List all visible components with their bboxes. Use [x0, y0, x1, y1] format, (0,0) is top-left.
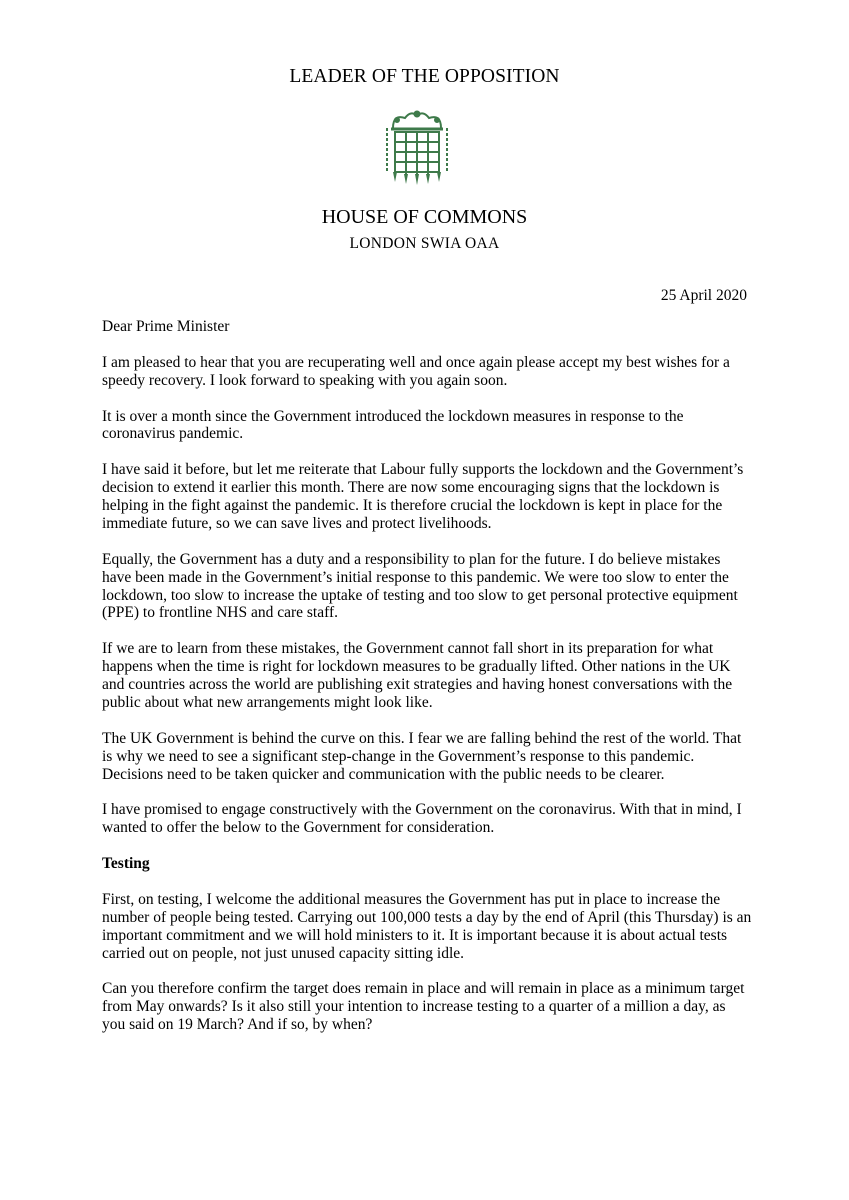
- paragraph: I am pleased to hear that you are recuperating well and once again please accept my best wishes for a speedy recovery. I look forward to speaking with you again soon.: [102, 353, 730, 389]
- paragraph: The UK Government is behind the curve on this. I fear we are falling behind the rest of the world. That is why we need to see a significant step-change in the Government’s response to this pandemic. Decisions need to be taken quicker and communication with the public needs to be clearer.: [102, 729, 742, 783]
- salutation: Dear Prime Minister: [102, 318, 230, 335]
- portcullis-crest-icon: [383, 110, 451, 186]
- section-heading: Testing: [102, 855, 150, 873]
- paragraph: Can you therefore confirm the target does remain in place and will remain in place as a minimum target from May onwards? Is it also still your intention to increase testing to a quarter of a million a day, as you said on 19 March? And if so, by when?: [102, 980, 745, 1034]
- paragraph: Equally, the Government has a duty and a responsibility to plan for the future. I do believe mistakes have been made in the Government’s initial response to this pandemic. We were too slow to enter the lockdown, too slow to increase the uptake of testing and too slow to get personal protective equipment (PPE) to frontline NHS and care staff.: [102, 550, 738, 622]
- paragraph: It is over a month since the Government introduced the lockdown measures in response to the coronavirus pandemic.: [102, 407, 684, 443]
- paragraph: I have promised to engage constructively with the Government on the coronavirus. With that in mind, I wanted to offer the below to the Government for consideration.: [102, 801, 742, 837]
- paragraph: First, on testing, I welcome the additional measures the Government has put in place to increase the number of people being tested. Carrying out 100,000 tests a day by the end of April (this Thursday) is an important commitment and we will hold ministers to it. It is important because it is about actual tests carried out on people, not just unused capacity sitting idle.: [102, 890, 752, 962]
- paragraph: I have said it before, but let me reiterate that Labour fully supports the lockdown and the Government’s decision to extend it earlier this month. There are now some encouraging signs that the lockdown is helping in the fight against the pandemic. It is therefore crucial the lockdown is kept in place for the immediate future, so we can save lives and protect livelihoods.: [102, 461, 744, 532]
- address: LONDON SWIA OAA: [349, 235, 500, 252]
- office-title: LEADER OF THE OPPOSITION: [289, 66, 560, 87]
- letter-date: 25 April 2020: [660, 287, 747, 304]
- paragraph: If we are to learn from these mistakes, the Government cannot fall short in its preparation for what happens when the time is right for lockdown measures to be gradually lifted. Other nations in the UK and countries across the world are publishing exit strategies and having honest conversations with the public about what new arrangements might look like.: [102, 640, 733, 711]
- house-of-commons-label: HOUSE OF COMMONS: [321, 206, 528, 228]
- letter-body: [102, 318, 752, 1052]
